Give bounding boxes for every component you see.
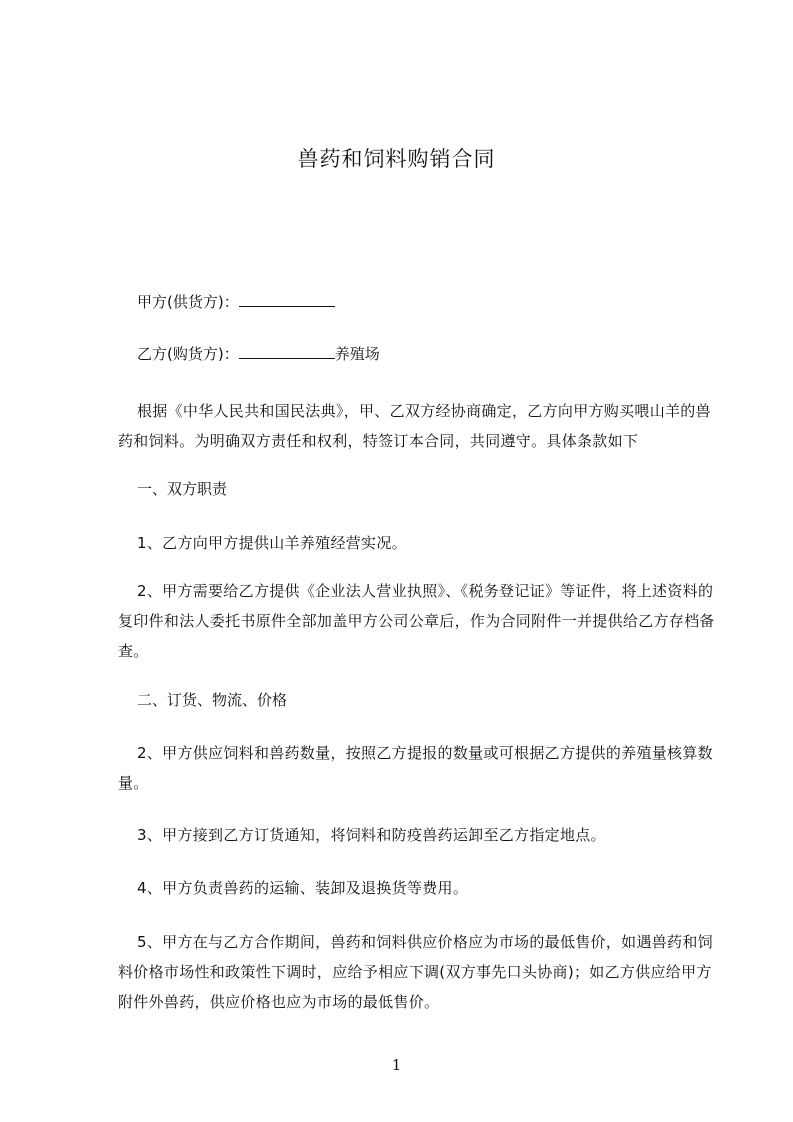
page-number: 1 xyxy=(391,1056,402,1074)
section2-item-4 xyxy=(118,873,718,903)
section1-item-2 xyxy=(118,576,718,666)
section2-item-3 xyxy=(118,820,718,850)
section2-heading: 二、订货、物流、价格 xyxy=(137,691,288,709)
party-a-line xyxy=(137,292,335,312)
section2-item-2 xyxy=(118,738,718,798)
section1-heading: 一、双方职责 xyxy=(137,480,228,498)
section2-item-5-text: 5、甲方在与乙方合作期间，兽药和饲料供应价格应为市场的最低售价，如遇兽药和饲料价格市场性和政策性下调时，应给予相应下调(双方事先口头协商)；如乙方供应给甲方附件外兽药，供应价格也应为市场的最低售价。 xyxy=(118,933,713,1011)
party-b-line xyxy=(137,344,380,364)
party-b-label: 乙方(购货方)： xyxy=(137,345,239,363)
party-a-blank xyxy=(239,292,335,307)
section2-item-5 xyxy=(118,927,718,1017)
document-title: 兽药和饲料购销合同 xyxy=(297,147,496,171)
section2-item-3-text: 3、甲方接到乙方订货通知，将饲料和防疫兽药运卸至乙方指定地点。 xyxy=(137,826,606,844)
intro-text: 根据《中华人民共和国民法典》，甲、乙双方经协商确定，乙方向甲方购买喂山羊的兽药和饲料。为明确双方责任和权利，特签订本合同，共同遵守。具体条款如下 xyxy=(118,402,711,450)
section2-item-4-text: 4、甲方负责兽药的运输、装卸及退换货等费用。 xyxy=(137,879,469,897)
section1-item-1-text: 1、乙方向甲方提供山羊养殖经营实况。 xyxy=(137,534,407,552)
section2-item-2-text: 2、甲方供应饲料和兽药数量，按照乙方提报的数量或可根据乙方提供的养殖量核算数量。 xyxy=(118,744,713,792)
section1-item-1 xyxy=(118,528,718,558)
party-b-blank xyxy=(239,344,335,359)
party-b-suffix: 养殖场 xyxy=(334,345,380,363)
section1-item-2-text: 2、甲方需要给乙方提供《企业法人营业执照》、《税务登记证》等证件，将上述资料的复印件和法人委托书原件全部加盖甲方公司公章后，作为合同附件一并提供给乙方存档备查。 xyxy=(118,582,715,660)
party-a-label: 甲方(供货方)： xyxy=(137,293,239,311)
intro-paragraph xyxy=(118,396,718,456)
